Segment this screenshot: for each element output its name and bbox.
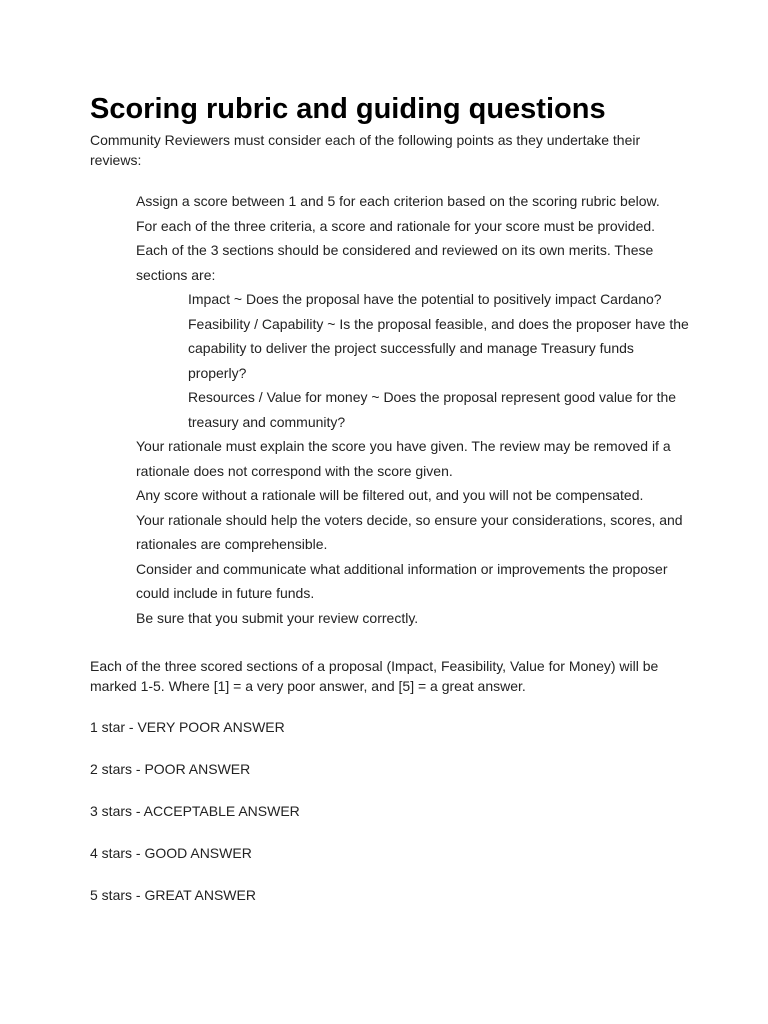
page-title: Scoring rubric and guiding questions: [90, 93, 606, 125]
section-feasibility: Feasibility / Capability ~ Is the proposal feasible, and does the proposer have the capability to deliver the project successfully and manage Treasury funds properly?: [188, 315, 689, 381]
guideline-rationale-required: For each of the three criteria, a score and rationale for your score must be provided.: [136, 217, 656, 234]
sections-list: [136, 287, 696, 434]
star-rating-4: 4 stars - GOOD ANSWER: [90, 845, 252, 861]
guideline-explain-rationale: Your rationale must explain the score you have given. The review may be removed if a rationale does not correspond with the score given.: [136, 438, 671, 479]
intro-paragraph: Community Reviewers must consider each of the following points as they undertake their reviews:: [90, 132, 641, 168]
guideline-filtered: Any score without a rationale will be filtered out, and you will not be compensated.: [136, 487, 644, 503]
section-impact: Impact ~ Does the proposal have the potential to positively impact Cardano?: [188, 291, 662, 307]
guideline-assign-score: Assign a score between 1 and 5 for each criterion based on the scoring rubric below.: [136, 193, 660, 209]
star-rating-5: 5 stars - GREAT ANSWER: [90, 887, 256, 903]
star-rating-list: [90, 716, 300, 926]
guideline-help-voters: Your rationale should help the voters decide, so ensure your considerations, scores, and rationales are comprehensible.: [136, 511, 683, 552]
star-rating-2: 2 stars - POOR ANSWER: [90, 761, 251, 777]
guideline-communicate: Consider and communicate what additional information or improvements the proposer could include in future funds.: [136, 560, 668, 601]
guideline-sections: [136, 238, 696, 434]
guideline-sections-intro: Each of the 3 sections should be considered and reviewed on its own merits. These sections are:: [136, 242, 654, 283]
guidelines-list: [136, 189, 696, 630]
section-resources: Resources / Value for money ~ Does the proposal represent good value for the treasury and community?: [188, 389, 677, 430]
star-rating-3: 3 stars - ACCEPTABLE ANSWER: [90, 803, 300, 819]
marking-paragraph: Each of the three scored sections of a proposal (Impact, Feasibility, Value for Money) will be marked 1-5. Where [1] = a very poor answer, and [5] = a great answer.: [90, 658, 659, 694]
guideline-submit: Be sure that you submit your review correctly.: [136, 609, 419, 626]
star-rating-1: 1 star - VERY POOR ANSWER: [90, 719, 285, 735]
